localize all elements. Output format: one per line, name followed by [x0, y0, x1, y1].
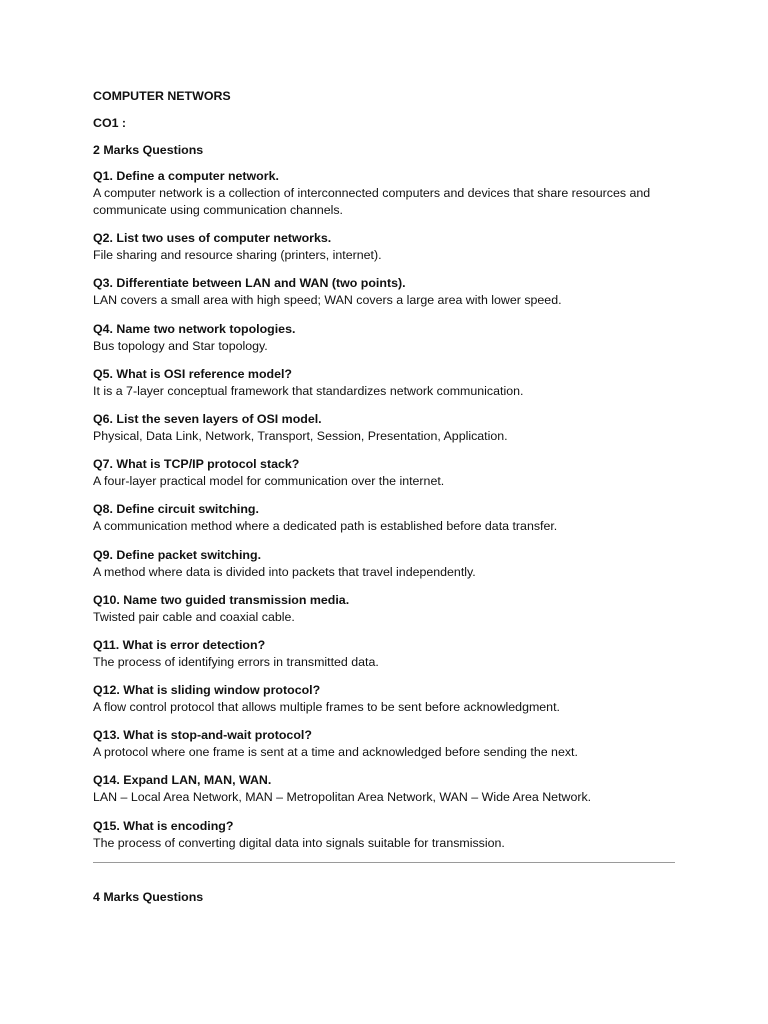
question-text: Q14. Expand LAN, MAN, WAN. — [93, 773, 272, 788]
question-item — [93, 411, 675, 445]
answer-text: A computer network is a collection of interconnected computers and devices that share resources and communicate using communication channels. — [93, 186, 651, 217]
question-text: Q1. Define a computer network. — [93, 169, 279, 183]
answer-text: The process of converting digital data into signals suitable for transmission. — [93, 835, 505, 850]
answer-text: The process of identifying errors in transmitted data. — [93, 654, 379, 669]
question-item — [93, 547, 675, 581]
answer-text: A method where data is divided into packets that travel independently. — [93, 564, 476, 579]
question-text: Q12. What is sliding window protocol? — [93, 683, 321, 698]
answer-text: A protocol where one frame is sent at a time and acknowledged before sending the next. — [93, 745, 578, 760]
answer-text: A four-layer practical model for communication over the internet. — [93, 474, 445, 489]
question-item — [93, 682, 675, 716]
document-title: COMPUTER NETWORS — [93, 89, 231, 103]
question-list — [93, 168, 675, 852]
question-item — [93, 456, 675, 490]
question-text: Q3. Differentiate between LAN and WAN (two points). — [93, 276, 406, 291]
answer-text: It is a 7-layer conceptual framework that standardizes network communication. — [93, 383, 524, 398]
question-text: Q9. Define packet switching. — [93, 547, 262, 562]
course-outcome-label: CO1 : — [93, 116, 127, 130]
question-text: Q2. List two uses of computer networks. — [93, 231, 332, 246]
answer-text: A communication method where a dedicated path is established before data transfer. — [93, 519, 558, 534]
question-text: Q7. What is TCP/IP protocol stack? — [93, 457, 300, 472]
section-heading-4-marks: 4 Marks Questions — [93, 890, 204, 904]
question-text: Q11. What is error detection? — [93, 637, 266, 652]
question-item — [93, 772, 675, 806]
question-item — [93, 366, 675, 400]
question-text: Q13. What is stop-and-wait protocol? — [93, 728, 312, 743]
question-item — [93, 818, 675, 852]
answer-text: Bus topology and Star topology. — [93, 338, 268, 353]
question-text: Q15. What is encoding? — [93, 818, 234, 833]
question-item — [93, 321, 675, 355]
answer-text: LAN – Local Area Network, MAN – Metropolitan Area Network, WAN – Wide Area Network. — [93, 790, 592, 805]
answer-text: Twisted pair cable and coaxial cable. — [93, 609, 295, 624]
question-text: Q8. Define circuit switching. — [93, 502, 259, 517]
answer-text: LAN covers a small area with high speed; WAN covers a large area with lower speed. — [93, 293, 562, 308]
question-text: Q4. Name two network topologies. — [93, 321, 296, 336]
horizontal-rule — [93, 862, 675, 863]
question-text: Q10. Name two guided transmission media. — [93, 592, 350, 607]
question-item — [93, 501, 675, 535]
answer-text: Physical, Data Link, Network, Transport, Session, Presentation, Application. — [93, 428, 508, 443]
question-item — [93, 275, 675, 309]
question-text: Q6. List the seven layers of OSI model. — [93, 411, 322, 426]
answer-text: A flow control protocol that allows multiple frames to be sent before acknowledgment. — [93, 700, 560, 715]
question-text: Q5. What is OSI reference model? — [93, 366, 292, 381]
question-item — [93, 727, 675, 761]
question-item — [93, 592, 675, 626]
document-page — [93, 88, 675, 863]
question-item — [93, 168, 675, 219]
answer-text: File sharing and resource sharing (printers, internet). — [93, 248, 382, 263]
section-heading-2-marks: 2 Marks Questions — [93, 143, 204, 157]
question-item — [93, 230, 675, 264]
question-item — [93, 637, 675, 671]
